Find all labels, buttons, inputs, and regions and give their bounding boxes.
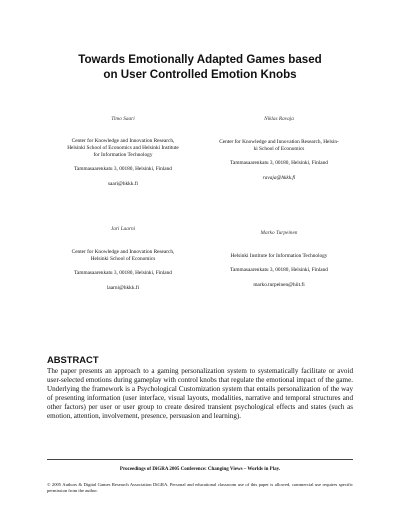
affiliation-line: ki School of Economics — [253, 146, 305, 152]
author-block — [44, 226, 202, 292]
author-name: Timo Saari — [111, 116, 135, 122]
author-block — [200, 230, 358, 289]
author-address: Tammasaarenkatu 3, 00180, Helsinki, Finland — [74, 270, 172, 276]
title-line: Towards Emotionally Adapted Games based — [78, 53, 322, 66]
author-block — [44, 116, 202, 188]
affiliation-line: for Information Technology — [93, 152, 153, 158]
author-affiliation — [44, 249, 202, 263]
author-name: Jari Laarni — [110, 226, 136, 232]
affiliation-line: Helsinki Institute for Information Technology — [230, 253, 328, 259]
paper-title — [40, 53, 360, 82]
author-address: Tammasaarenkatu 3, 00180, Helsinki, Finland — [230, 267, 328, 273]
author-address: Tammasaarenkatu 3, 00180, Helsinki, Finland — [74, 166, 172, 172]
footer — [47, 459, 353, 499]
author-name: Niklas Ravaja — [264, 116, 294, 122]
author-name: Marko Turpeinen — [260, 230, 298, 236]
author-email: marko.turpeinen@hiit.fi — [253, 282, 305, 288]
abstract-heading: ABSTRACT — [47, 354, 99, 365]
affiliation-line: Helsinki School of Economics — [90, 256, 156, 262]
author-address: Tammasaarenkatu 3, 00180, Helsinki, Finland — [230, 160, 328, 166]
abstract-text: The paper presents an approach to a gaming personalization system to systematically facilitate or avoid user-selected emotions during gameplay with control knobs that regulate the emotional impact of the game. Underlying the framework is a Psychological Customization system that entails personalization of the way of presenting information (user interface, visual layouts, modalities, narrative and temporal structures and other factors) per user or user group to create desired transient psychological effects and states (such as emotion, attention, involvement, presence, persuasion and learning). — [47, 367, 353, 420]
author-email: laarni@hkkk.fi — [106, 285, 140, 291]
title-line: on User Controlled Emotion Knobs — [103, 67, 297, 81]
author-affiliation — [200, 253, 358, 260]
affiliation-line: Center for Knowledge and Innovation Research, Helsin- — [219, 139, 339, 145]
author-block — [200, 116, 358, 182]
affiliation-line: Helsinki School of Economics and Helsinki Institute — [67, 145, 179, 151]
author-affiliation — [44, 138, 202, 159]
affiliation-line: Center for Knowledge and Innovation Research, — [71, 249, 175, 255]
affiliation-line: Center for Knowledge and Innovation Research, — [71, 138, 175, 144]
author-email: ravaja@hkkk.fi — [262, 175, 296, 181]
author-email: saari@hkkk.fi — [107, 181, 139, 187]
copyright-notice: © 2005 Authors & Digital Games Research Association DiGRA. Personal and educational classroom use of this paper is allowed, commercial use requires specific permission from the author. — [47, 482, 353, 494]
proceedings-line: Proceedings of DiGRA 2005 Conference: Changing Views – Worlds in Play. — [119, 467, 281, 472]
author-affiliation — [200, 139, 358, 153]
